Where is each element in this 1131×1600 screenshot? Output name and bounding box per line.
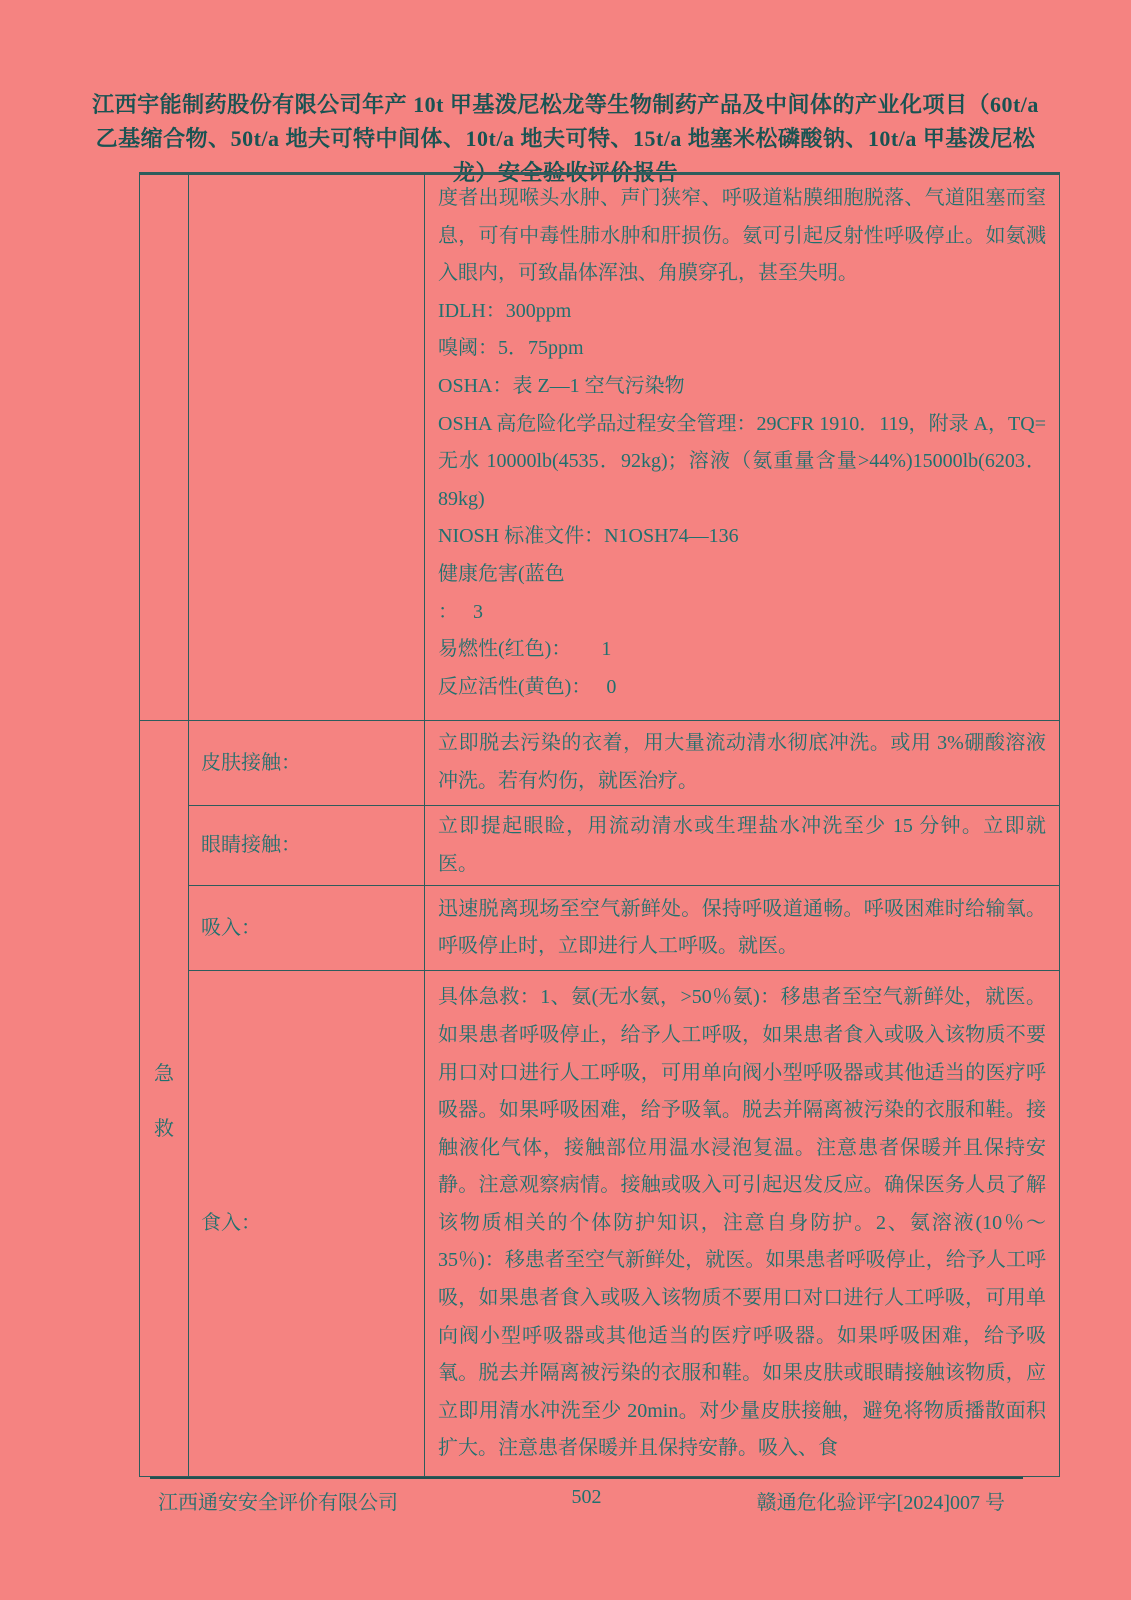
msds-table bbox=[139, 172, 1060, 1477]
hazard-paragraph: 度者出现喉头水肿、声门狭窄、呼吸道粘膜细胞脱落、气道阻塞而窒息，可有中毒性肺水肿和肝损伤。氨可引起反射性呼吸停止。如氨溅入眼内，可致晶体浑浊、角膜穿孔，甚至失明。 bbox=[438, 187, 1046, 285]
footer-company-name: 江西通安安全评价有限公司 bbox=[158, 1492, 398, 1514]
eye-contact-text: 立即提起眼睑，用流动清水或生理盐水冲洗至少 15 分钟。立即就医。 bbox=[425, 806, 1060, 886]
table-row-ingestion bbox=[140, 971, 1060, 1477]
first-aid-char-2: 救 bbox=[154, 1117, 174, 1140]
flammability-value: 易燃性(红色)： 1 bbox=[438, 638, 612, 661]
table-row-inhalation bbox=[140, 886, 1060, 971]
skin-contact-text: 立即脱去污染的衣着，用大量流动清水彻底冲洗。或用 3%硼酸溶液冲洗。若有灼伤，就医治疗。 bbox=[425, 721, 1060, 806]
first-aid-char-1: 急 bbox=[154, 1062, 174, 1085]
eye-contact-label: 眼睛接触： bbox=[189, 806, 425, 886]
table-row-eye-contact bbox=[140, 806, 1060, 886]
health-hazard-label: 健康危害(蓝色 bbox=[438, 562, 565, 585]
empty-aid-cell bbox=[140, 174, 189, 721]
skin-contact-label: 皮肤接触： bbox=[189, 721, 425, 806]
page-footer bbox=[150, 1477, 1023, 1519]
inhalation-label: 吸入： bbox=[189, 886, 425, 971]
niosh-doc-ref: NIOSH 标准文件：N1OSH74—136 bbox=[438, 525, 739, 548]
inhalation-text: 迅速脱离现场至空气新鲜处。保持呼吸道通畅。呼吸困难时给输氧。呼吸停止时，立即进行人工呼吸。就医。 bbox=[425, 886, 1060, 971]
ingestion-text: 具体急救：1、氨(无水氨，>50％氨)：移患者至空气新鲜处，就医。如果患者呼吸停止，给予人工呼吸，如果患者食入或吸入该物质不要用口对口进行人工呼吸，可用单向阀小型呼吸器或其他适当的医疗呼吸器。如果呼吸困难，给予吸氧。脱去并隔离被污染的衣服和鞋。接触液化气体，接触部位用温水浸泡复温。注意患者保暖并且保持安静。注意观察病情。接触或吸入可引起迟发反应。确保医务人员了解该物质相关的个体防护知识，注意自身防护。2、氨溶液(10％～35％)：移患者至空气新鲜处，就医。如果患者呼吸停止，给予人工呼吸，如果患者食入或吸入该物质不要用口对口进行人工呼吸，可用单向阀小型呼吸器或其他适当的医疗呼吸器。如果呼吸困难，给予吸氧。脱去并隔离被污染的衣服和鞋。如果皮肤或眼睛接触该物质，应立即用清水冲洗至少 20min。对少量皮肤接触，避免将物质播散面积扩大。注意患者保暖并且保持安静。吸入、食 bbox=[425, 971, 1060, 1477]
first-aid-section-label bbox=[140, 721, 189, 1477]
health-hazard-value: ： 3 bbox=[438, 600, 483, 623]
page-title-line-2: 乙基缩合物、50t/a 地夫可特中间体、10t/a 地夫可特、15t/a 地塞米松磷酸钠、10t/a 甲基泼尼松 bbox=[95, 126, 1036, 151]
odor-threshold-value: 嗅阈：5．75ppm bbox=[438, 337, 584, 360]
table-row-continuation bbox=[140, 174, 1060, 721]
reactivity-value: 反应活性(黄色)： 0 bbox=[438, 675, 617, 698]
idlh-value: IDLH：300ppm bbox=[438, 299, 572, 322]
page-title-line-3: 龙）安全验收评价报告 bbox=[452, 160, 678, 185]
empty-label-cell bbox=[189, 174, 425, 721]
osha-table-ref: OSHA：表 Z—1 空气污染物 bbox=[438, 374, 685, 397]
osha-psm-paragraph: OSHA 高危险化学品过程安全管理：29CFR 1910．119，附录 A，TQ=无水 10000lb(4535．92kg)；溶液（氨重量含量>44%)15000lb(6203．89kg) bbox=[438, 412, 1046, 510]
page-title-line-1: 江西宇能制药股份有限公司年产 10t 甲基泼尼松龙等生物制药产品及中间体的产业化项目（60t/a bbox=[92, 92, 1039, 117]
table-row-skin-contact bbox=[140, 721, 1060, 806]
hazard-continuation-cell bbox=[425, 174, 1060, 721]
ingestion-label: 食入： bbox=[189, 971, 425, 1477]
footer-page-number: 502 bbox=[571, 1486, 602, 1508]
footer-doc-number: 赣通危化验评字[2024]007 号 bbox=[756, 1492, 1005, 1514]
